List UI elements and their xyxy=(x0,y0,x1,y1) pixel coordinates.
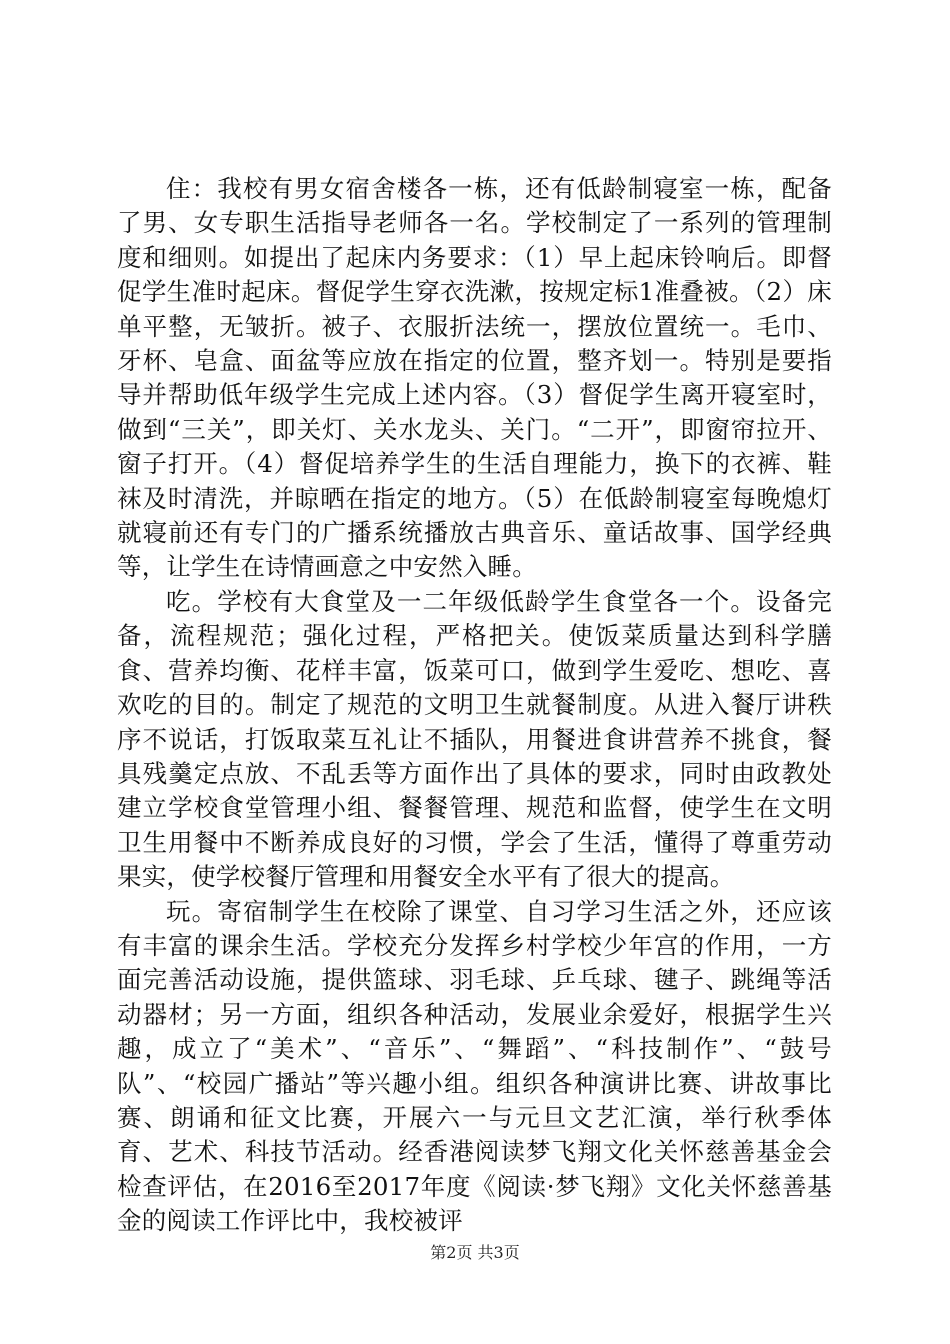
paragraph-lodging: 住：我校有男女宿舍楼各一栋，还有低龄制寝室一栋，配备了男、女专职生活指导老师各一名。学校制定了一系列的管理制度和细则。如提出了起床内务要求：（1）早上起床铃响后。即督促学生准时起床。督促学生穿衣洗漱，按规定标1准叠被。（2）床单平整，无皱折。被子、衣服折法统一，摆放位置统一。毛巾、牙杯、皂盒、面盆等应放在指定的位置，整齐划一。特别是要指导并帮助低年级学生完成上述内容。（3）督促学生离开寝室时，做到“三关”，即关灯、关水龙头、关门。“二开”，即窗帘拉开、窗子打开。（4）督促培养学生的生活自理能力，换下的衣裤、鞋袜及时清洗，并晾晒在指定的地方。（5）在低龄制寝室每晚熄灯就寝前还有专门的广播系统播放古典音乐、童话故事、国学经典等，让学生在诗情画意之中安然入睡。 xyxy=(117,174,832,582)
page-number-footer: 第2页 共3页 xyxy=(430,1243,520,1262)
paragraph-activities: 玩。寄宿制学生在校除了课堂、自习学习生活之外，还应该有丰富的课余生活。学校充分发挥乡村学校少年宫的作用，一方面完善活动设施，提供篮球、羽毛球、乒乓球、毽子、跳绳等活动器材；另一方面，组织各种活动，发展业余爱好，根据学生兴趣，成立了“美术”、“音乐”、“舞蹈”、“科技制作”、“鼓号队”、“校园广播站”等兴趣小组。组织各种演讲比赛、讲故事比赛、朗诵和征文比赛，开展六一与元旦文艺汇演，举行秋季体育、艺术、科技节活动。经香港阅读梦飞翔文化关怀慈善基金会检查评估，在2016至2017年度《阅读·梦飞翔》文化关怀慈善基金的阅读工作评比中，我校被评 xyxy=(117,896,832,1236)
body-text xyxy=(117,172,832,1239)
paragraph-dining: 吃。学校有大食堂及一二年级低龄学生食堂各一个。设备完备，流程规范；强化过程，严格把关。使饭菜质量达到科学膳食、营养均衡、花样丰富，饭菜可口，做到学生爱吃、想吃、喜欢吃的目的。制定了规范的文明卫生就餐制度。从进入餐厅讲秩序不说话，打饭取菜互礼让不插队，用餐进食讲营养不挑食，餐具残羹定点放、不乱丢等方面作出了具体的要求，同时由政教处建立学校食堂管理小组、餐餐管理、规范和监督，使学生在文明卫生用餐中不断养成良好的习惯，学会了生活，懂得了尊重劳动果实，使学校餐厅管理和用餐安全水平有了很大的提高。 xyxy=(117,586,832,892)
